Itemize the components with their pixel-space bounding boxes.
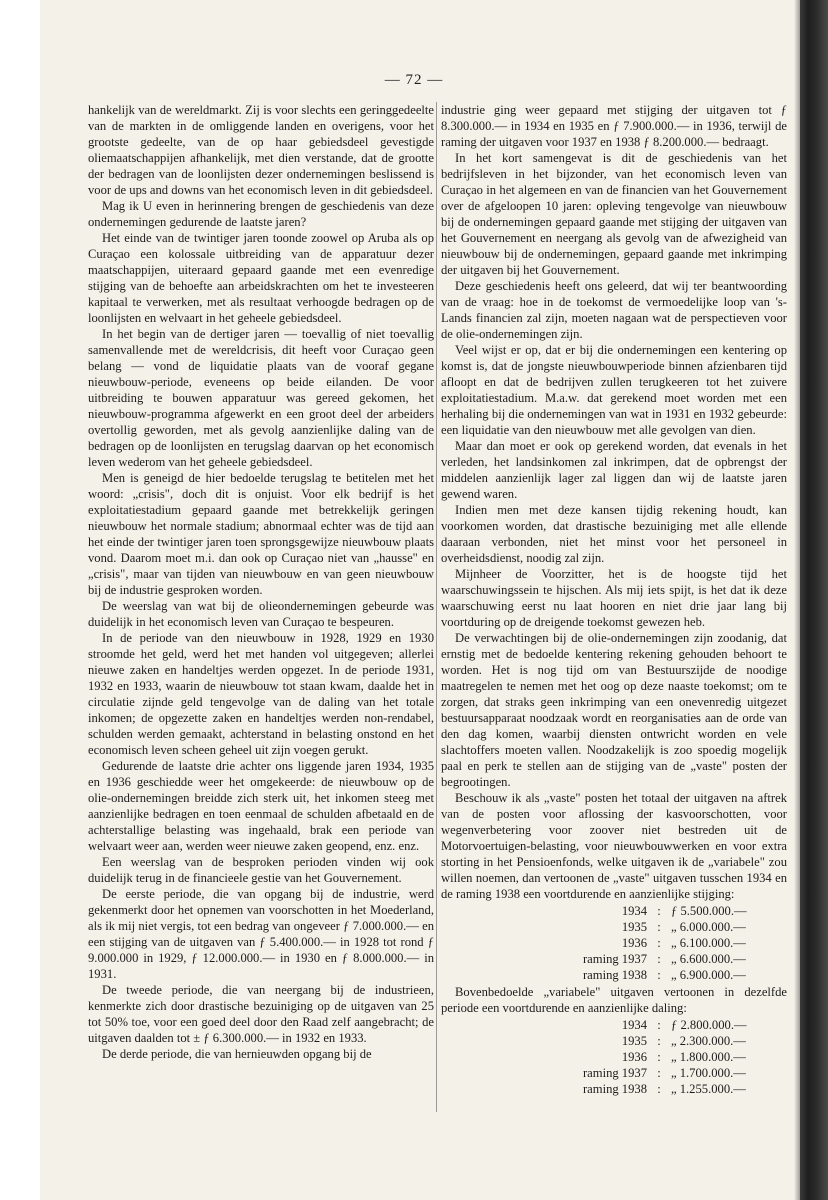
variabele-uitgaven-table — [561, 1017, 747, 1097]
paragraph: industrie ging weer gepaard met stijging der uitgaven tot ƒ 8.300.000.— in 1934 en 1935 en ƒ 7.900.000.— in 1936, terwijl de raming der uitgaven voor 1937 en 1938 ƒ 8.200.000.— bedraagt. — [441, 103, 787, 149]
row-amount: „ 1.700.000.— — [671, 1066, 746, 1080]
table-row — [561, 1033, 747, 1049]
row-separator: : — [657, 920, 661, 934]
paragraph: De derde periode, die van hernieuwden opgang bij de — [102, 1047, 372, 1061]
row-year: raming 1938 — [582, 1082, 647, 1096]
row-amount: „ 2.300.000.— — [671, 1034, 746, 1048]
paragraph: Bovenbedoelde „variabele" uitgaven vertoonen in dezelfde periode een voortdurende en aanzienlijke daling: — [441, 985, 787, 1015]
row-separator: : — [657, 968, 661, 982]
table-row — [561, 1017, 747, 1033]
table-row — [561, 1049, 747, 1065]
row-year: 1934 — [621, 904, 647, 918]
vaste-uitgaven-table — [561, 903, 747, 983]
table-row — [561, 903, 747, 919]
row-amount: „ 6.000.000.— — [671, 920, 746, 934]
paragraph: Veel wijst er op, dat er bij die ondernemingen een kentering op komst is, dat de jongste nieuwbouwperiode binnen afzienbaren tijd afloopt en dat de bedrijven zullen terugkeeren tot het zuivere exploitatiestadium. M.a.w. dat gerekend moet worden met een herhaling bij die ondernemingen van wat in 1931 en 1932 gebeurde: een liquidatie van den nieuwbouw met alle gevolgen van dien. — [441, 343, 787, 437]
paragraph: In de periode van den nieuwbouw in 1928, 1929 en 1930 stroomde het geld, werd het met handen vol uitgegeven; allerlei nieuwe zaken en handeltjes werden opgezet. In de periode 1931, 1932 en 1933, waarin de nieuwbouw tot staan kwam, daalde het in circulatie zijnde geld tengevolge van de daling van het totale inkomen; de opgezette zaken en handeltjes werden non-rendabel, schulden werden gemaakt, achterstand in belasting onstond en het economisch leven scheen geheel uit zijn voegen gerukt. — [88, 631, 434, 757]
paragraph: Een weerslag van de besproken perioden vinden wij ook duidelijk terug in de financieele gestie van het Gouvernement. — [88, 855, 434, 885]
row-amount: „ 6.900.000.— — [671, 968, 746, 982]
row-separator: : — [657, 1066, 661, 1080]
row-year: 1934 — [621, 1018, 647, 1032]
row-amount: ƒ 5.500.000.— — [671, 904, 747, 918]
paragraph: Deze geschiedenis heeft ons geleerd, dat wij ter beantwoording van de vraag: hoe in de toekomst de vermoedelijke loop van 's-Lands financien zal zijn, moeten nagaan wat de perspectieven voor de olie-ondernemingen zijn. — [441, 279, 787, 341]
row-year: raming 1937 — [582, 1066, 647, 1080]
table-row — [561, 967, 747, 983]
row-separator: : — [657, 1018, 661, 1032]
paragraph: De eerste periode, die van opgang bij de industrie, werd gekenmerkt door het opnemen van voorschotten in het Moederland, als ik mij niet vergis, tot een bedrag van ongeveer ƒ 7.000.000.— en een stijging van de uitgaven van ƒ 5.400.000.— in 1928 tot rond ƒ 9.000.000 in 1929, ƒ 12.000.000.— in 1930 en ƒ 8.000.000.— in 1931. — [88, 887, 434, 981]
table-row — [561, 1081, 747, 1097]
paragraph: De tweede periode, die van neergang bij de industrieen, kenmerkte zich door drastische bezuiniging op de uitgaven van 25 tot 50% toe, voor een goed deel door den Raad zelf aangebracht; de uitgaven daalden tot ± ƒ 6.300.000.— in 1932 en 1933. — [88, 983, 434, 1045]
row-year: 1936 — [621, 1050, 647, 1064]
row-year: 1935 — [621, 1034, 647, 1048]
paragraph: Indien men met deze kansen tijdig rekening houdt, kan voorkomen worden, dat drastische bezuiniging met alle ellende daaraan verbonden, niet het minst voor het personeel in overheidsdienst, noodig zal zijn. — [441, 503, 787, 565]
table-row — [561, 1065, 747, 1081]
paragraph: Het einde van de twintiger jaren toonde zoowel op Aruba als op Curaçao een kolossale uitbreiding van de apparatuur dezer maatschappijen, uiteraard gepaard gaande met een evenredige stijging van de behoefte aan arbeidskrachten om het te investeeren kapitaal te verwerken, met als resultaat verhoogde bedragen op de loonlijsten en welvaart in het geheele gebiedsdeel. — [88, 231, 434, 325]
paragraph: De weerslag van wat bij de olieondernemingen gebeurde was duidelijk in het economisch leven van Curaçao te bespeuren. — [88, 599, 434, 629]
paragraph: Beschouw ik als „vaste" posten het totaal der uitgaven na aftrek van de posten voor aflossing der kasvoorschotten, voor wegenverbetering voor zoover niet bestreden uit de Motorvoertuigen-belasting, voor nieuwbouwwerken en voor extra storting in het Pensioenfonds, welke uitgaven ik de „variabele" zou willen noemen, dan vertoonen de „vaste" uitgaven tusschen 1934 en de raming 1938 een voortdurende en aanzienlijke stijging: — [441, 791, 787, 901]
paragraph: In het begin van de dertiger jaren — toevallig of niet toevallig samenvallende met de wereldcrisis, dit heeft voor Curaçao geen belang — vond de liquidatie plaats van de vooraf gegane nieuwbouw-periode, eveneens op beide eilanden. De voor uitbreiding te bouwen apparatuur was gereed gekomen, het nieuwbouw-programma afgewerkt en een groot deel der arbeiders overtollig geworden, met als gevolg aanzienlijke daling van de bedragen op de loonlijsten en terugslag daarvan op het economisch leven wederom van het geheele gebiedsdeel. — [88, 327, 434, 469]
paragraph: De verwachtingen bij de olie-ondernemingen zijn zoodanig, dat ernstig met de bedoelde kentering rekening gehouden behoort te worden. Het is nog tijd om van Bestuurszijde de noodige maatregelen te nemen met het oog op deze naaste toekomst; om te zorgen, dat straks geen inkrimping van een onevenredig uitgezet bestuursapparaat noodzaak wordt en reorganisaties aan de orde van den dag komen, waarbij diensten ontwricht worden en vele slachtoffers moeten vallen. Noodzakelijk is zoo spoedig mogelijk paal en perk te stellen aan de stijging van de „vaste" posten der begrootingen. — [441, 631, 787, 789]
row-year: 1936 — [621, 936, 647, 950]
row-amount: ƒ 2.800.000.— — [671, 1018, 747, 1032]
paragraph: In het kort samengevat is dit de geschiedenis van het bedrijfsleven in het bijzonder, van het economisch leven van Curaçao in het algemeen en van de financien van het Gouvernement over de afgeloopen 10 jaren: opleving tengevolge van nieuwbouw bij de ondernemingen gepaard gaande met stijging der uitgaven van het Gouvernement en neergang als gevolg van de afwezigheid van nieuwbouw bij de ondernemingen, gepaard gaande met inkrimping der uitgaven bij het Gouvernement. — [441, 151, 787, 277]
row-year: raming 1938 — [582, 968, 647, 982]
paragraph: Gedurende de laatste drie achter ons liggende jaren 1934, 1935 en 1936 geschiedde weer het omgekeerde: de nieuwbouw op de olie-ondernemingen breidde zich sterk uit, het inkomen steeg met aanzienlijke bedragen en toen eenmaal de schulden afbetaald en de achterstallige belasting was ingehaald, brak een periode van welvaart weer aan, werden weer nieuwe zaken geopend, enz. enz. — [88, 759, 434, 853]
paragraph: Mag ik U even in herinnering brengen de geschiedenis van deze ondernemingen gedurende de laatste jaren? — [88, 199, 434, 229]
right-column — [441, 102, 787, 1098]
table-row — [561, 919, 747, 935]
row-separator: : — [657, 904, 661, 918]
table-row — [561, 935, 747, 951]
paragraph: Maar dan moet er ook op gerekend worden, dat evenals in het verleden, het landsinkomen zal inkrimpen, dat de opbrengst der middelen aanzienlijk lager zal liggen dan wij de laatste jaren gewend waren. — [441, 439, 787, 501]
row-separator: : — [657, 1082, 661, 1096]
row-amount: „ 6.600.000.— — [671, 952, 746, 966]
left-column — [88, 102, 434, 1062]
row-year: 1935 — [621, 920, 647, 934]
row-separator: : — [657, 1034, 661, 1048]
paragraph: Mijnheer de Voorzitter, het is de hoogste tijd het waarschuwingssein te hijschen. Als mij iets spijt, is het dat ik deze waarschuwing eerst nu laat hooren en niet drie jaar lang bij voortduring op de dreigende toekomst gewezen heb. — [441, 567, 787, 629]
column-divider — [436, 102, 437, 1112]
row-year: raming 1937 — [582, 952, 647, 966]
book-binding — [800, 0, 828, 1200]
page-number: — 72 — — [384, 72, 444, 88]
row-separator: : — [657, 936, 661, 950]
row-separator: : — [657, 952, 661, 966]
paragraph: hankelijk van de wereldmarkt. Zij is voor slechts een geringgedeelte van de markten in de omliggende landen en overigens, voor het grootste gedeelte, van de op haar gebiedsdeel gevestigde oliemaatschappijen afhankelijk, met dien verstande, dat de grootte der bedragen van de loonlijsten dezer ondernemingen beslissend is voor de ups and downs van het economisch leven in dit gebiedsdeel. — [88, 103, 434, 197]
row-amount: „ 1.255.000.— — [671, 1082, 746, 1096]
table-row — [561, 951, 747, 967]
row-amount: „ 1.800.000.— — [671, 1050, 746, 1064]
row-separator: : — [657, 1050, 661, 1064]
paragraph: Men is geneigd de hier bedoelde terugslag te betitelen met het woord: „crisis", doch dit is onjuist. Voor elk bedrijf is het exploitatiestadium gepaard gaande met betrekkelijk geringen nieuwbouw het normale stadium; abnormaal echter was de tijd aan het einde der twintiger jaren toen sprongsgewijze nieuwbouw plaats vond. Daarom moet m.i. dan ook op Curaçao niet van „hausse" en „crisis", maar van tijden van nieuwbouw en van geen nieuwbouw bij de industrie gesproken worden. — [88, 471, 434, 597]
row-amount: „ 6.100.000.— — [671, 936, 746, 950]
